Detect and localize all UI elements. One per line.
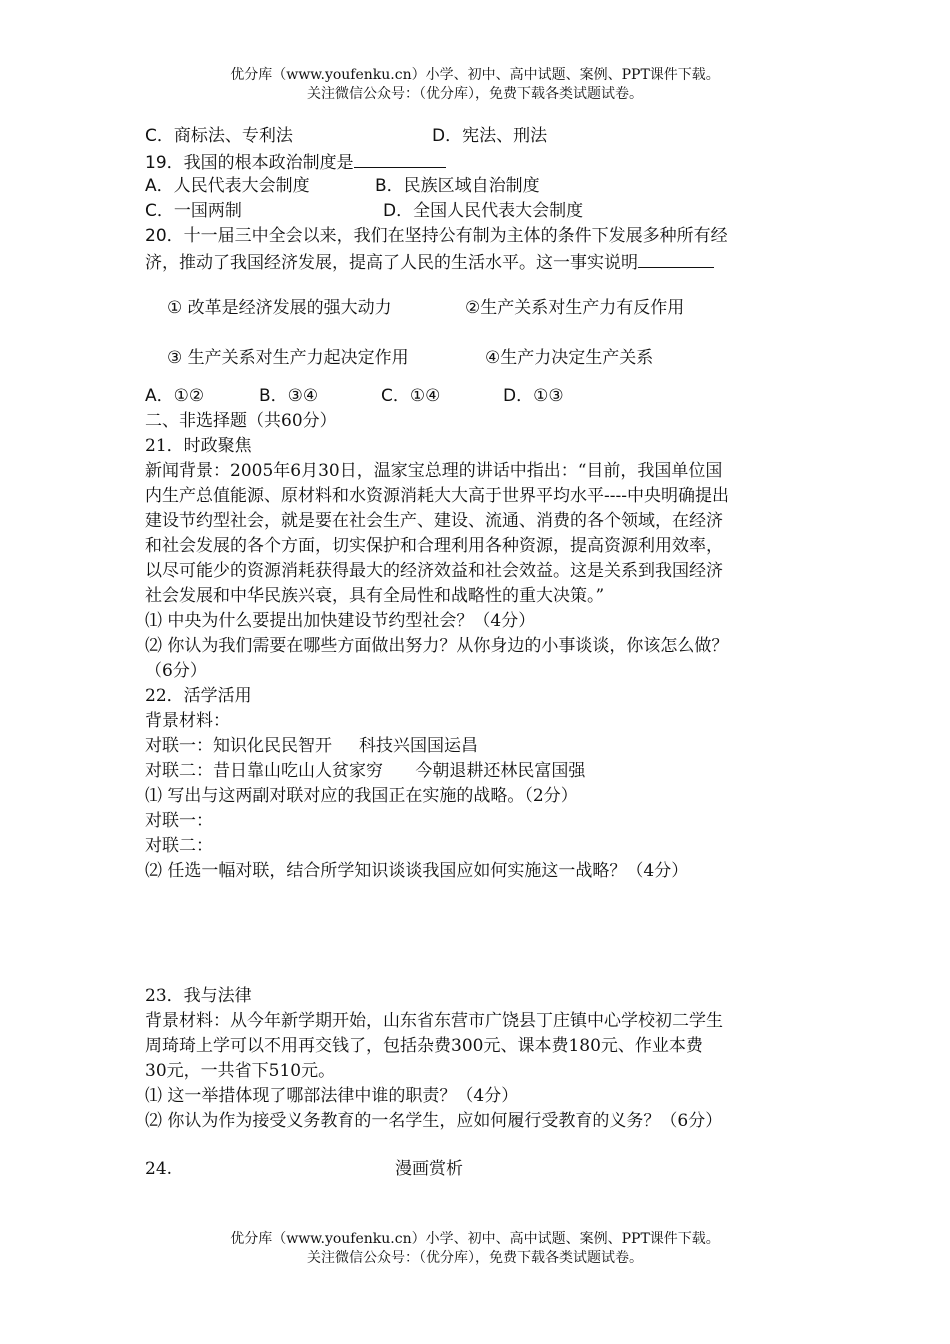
q22-couplet-1: 对联一：知识化民民智开 科技兴国国运昌 xyxy=(145,736,479,756)
q19-option-a: A．人民代表大会制度 xyxy=(145,176,310,196)
q20-stem-line-1: 20．十一届三中全会以来，我们在坚持公有制为主体的条件下发展多种所有经 xyxy=(145,226,728,246)
q20-item-4: ④生产力决定生产关系 xyxy=(485,348,654,368)
q24-heading xyxy=(145,1157,825,1182)
q21-subquestion-2-line-1: ⑵ 你认为我们需要在哪些方面做出努力？从你身边的小事谈谈，你该怎么做？ xyxy=(145,636,729,656)
q19-answer-blank xyxy=(354,149,446,168)
q20-item-2: ②生产关系对生产力有反作用 xyxy=(465,298,685,318)
q21-paragraph-line-6: 社会发展和中华民族兴衰，具有全局性和战略性的重大决策。” xyxy=(145,586,605,606)
q19-option-c: C．一国两制 xyxy=(145,201,242,221)
q21-paragraph-line-3: 建设节约型社会，就是要在社会生产、建设、流通、消费的各个领域，在经济 xyxy=(145,511,723,531)
q18-options-cd xyxy=(145,124,825,149)
q20-items-34 xyxy=(145,346,825,371)
q23-subquestion-2: ⑵ 你认为作为接受义务教育的一名学生，应如何履行受教育的义务？（6分） xyxy=(145,1111,723,1131)
q22-subquestion-2: ⑵ 任选一幅对联，结合所学知识谈谈我国应如何实施这一战略？（4分） xyxy=(145,861,689,881)
q23-subquestion-1: ⑴ 这一举措体现了哪部法律中谁的职责？（4分） xyxy=(145,1086,519,1106)
q19-options-cd xyxy=(145,199,825,224)
q22-background-label: 背景材料： xyxy=(145,711,230,731)
q23-paragraph-line-1: 背景材料：从今年新学期开始，山东省东营市广饶县丁庄镇中心学校初二学生 xyxy=(145,1011,723,1031)
footer-line-1: 优分库（www.youfenku.cn）小学、初中、高中试题、案例、PPT课件下载。 xyxy=(230,1231,720,1247)
section-2-heading: 二、非选择题（共60分） xyxy=(145,411,337,431)
q21-title: 21．时政聚焦 xyxy=(145,436,252,456)
page-footer xyxy=(0,1230,950,1268)
q20-option-a: A．①② xyxy=(145,386,205,406)
q22-title: 22．活学活用 xyxy=(145,686,252,706)
q18-option-c: C．商标法、专利法 xyxy=(145,126,293,146)
q19-option-d: D．全国人民代表大会制度 xyxy=(383,201,584,221)
q20-item-1: ① 改革是经济发展的强大动力 xyxy=(167,298,392,318)
q20-item-3: ③ 生产关系对生产力起决定作用 xyxy=(167,348,409,368)
q21-paragraph-line-5: 以尽可能少的资源消耗获得最大的经济效益和社会效益。这是关系到我国经济 xyxy=(145,561,723,581)
q20-stem-line-2 xyxy=(145,249,825,274)
q20-items-12 xyxy=(145,296,825,321)
q20-option-c: C．①④ xyxy=(381,386,441,406)
exam-content xyxy=(145,124,825,1182)
q23-paragraph-line-3: 30元，一共省下510元。 xyxy=(145,1061,336,1081)
q24-title: 漫画赏析 xyxy=(395,1159,463,1179)
q22-couplet-2: 对联二：昔日靠山吃山人贫家穷 今朝退耕还林民富国强 xyxy=(145,761,586,781)
q20-options xyxy=(145,384,825,409)
q22-answer-1-label: 对联一： xyxy=(145,811,213,831)
q21-paragraph-line-4: 和社会发展的各个方面，切实保护和合理利用各种资源，提高资源利用效率， xyxy=(145,536,723,556)
q20-option-d: D．①③ xyxy=(503,386,564,406)
q19-option-b: B．民族区域自治制度 xyxy=(375,176,540,196)
q21-subquestion-2-line-2: （6分） xyxy=(145,661,207,681)
footer-line-2: 关注微信公众号：（优分库），免费下载各类试题试卷。 xyxy=(307,1250,643,1266)
q18-option-d: D．宪法、刑法 xyxy=(432,126,548,146)
q21-paragraph-line-2: 内生产总值能源、原材料和水资源消耗大大高于世界平均水平----中央明确提出 xyxy=(145,486,729,506)
q23-paragraph-line-2: 周琦琦上学可以不用再交钱了，包括杂费300元、课本费180元、作业本费 xyxy=(145,1036,703,1056)
q20-stem-text: 济，推动了我国经济发展，提高了人民的生活水平。这一事实说明 xyxy=(145,253,638,273)
q19-options-ab xyxy=(145,174,825,199)
q21-subquestion-1: ⑴ 中央为什么要提出加快建设节约型社会？（4分） xyxy=(145,611,536,631)
q19-stem xyxy=(145,149,825,174)
q24-number: 24. xyxy=(145,1159,173,1179)
header-line-2: 关注微信公众号：（优分库），免费下载各类试题试卷。 xyxy=(307,86,643,102)
q20-answer-blank xyxy=(638,249,714,268)
q21-paragraph-line-1: 新闻背景：2005年6月30日，温家宝总理的讲话中指出：“目前，我国单位国 xyxy=(145,461,723,481)
q20-option-b: B．③④ xyxy=(259,386,319,406)
page-header xyxy=(0,66,950,104)
q23-title: 23．我与法律 xyxy=(145,986,252,1006)
q19-stem-text: 19．我国的根本政治制度是 xyxy=(145,153,354,173)
header-line-1: 优分库（www.youfenku.cn）小学、初中、高中试题、案例、PPT课件下载。 xyxy=(230,67,720,83)
q22-answer-2-label: 对联二： xyxy=(145,836,213,856)
q22-subquestion-1: ⑴ 写出与这两副对联对应的我国正在实施的战略。（2分） xyxy=(145,786,578,806)
